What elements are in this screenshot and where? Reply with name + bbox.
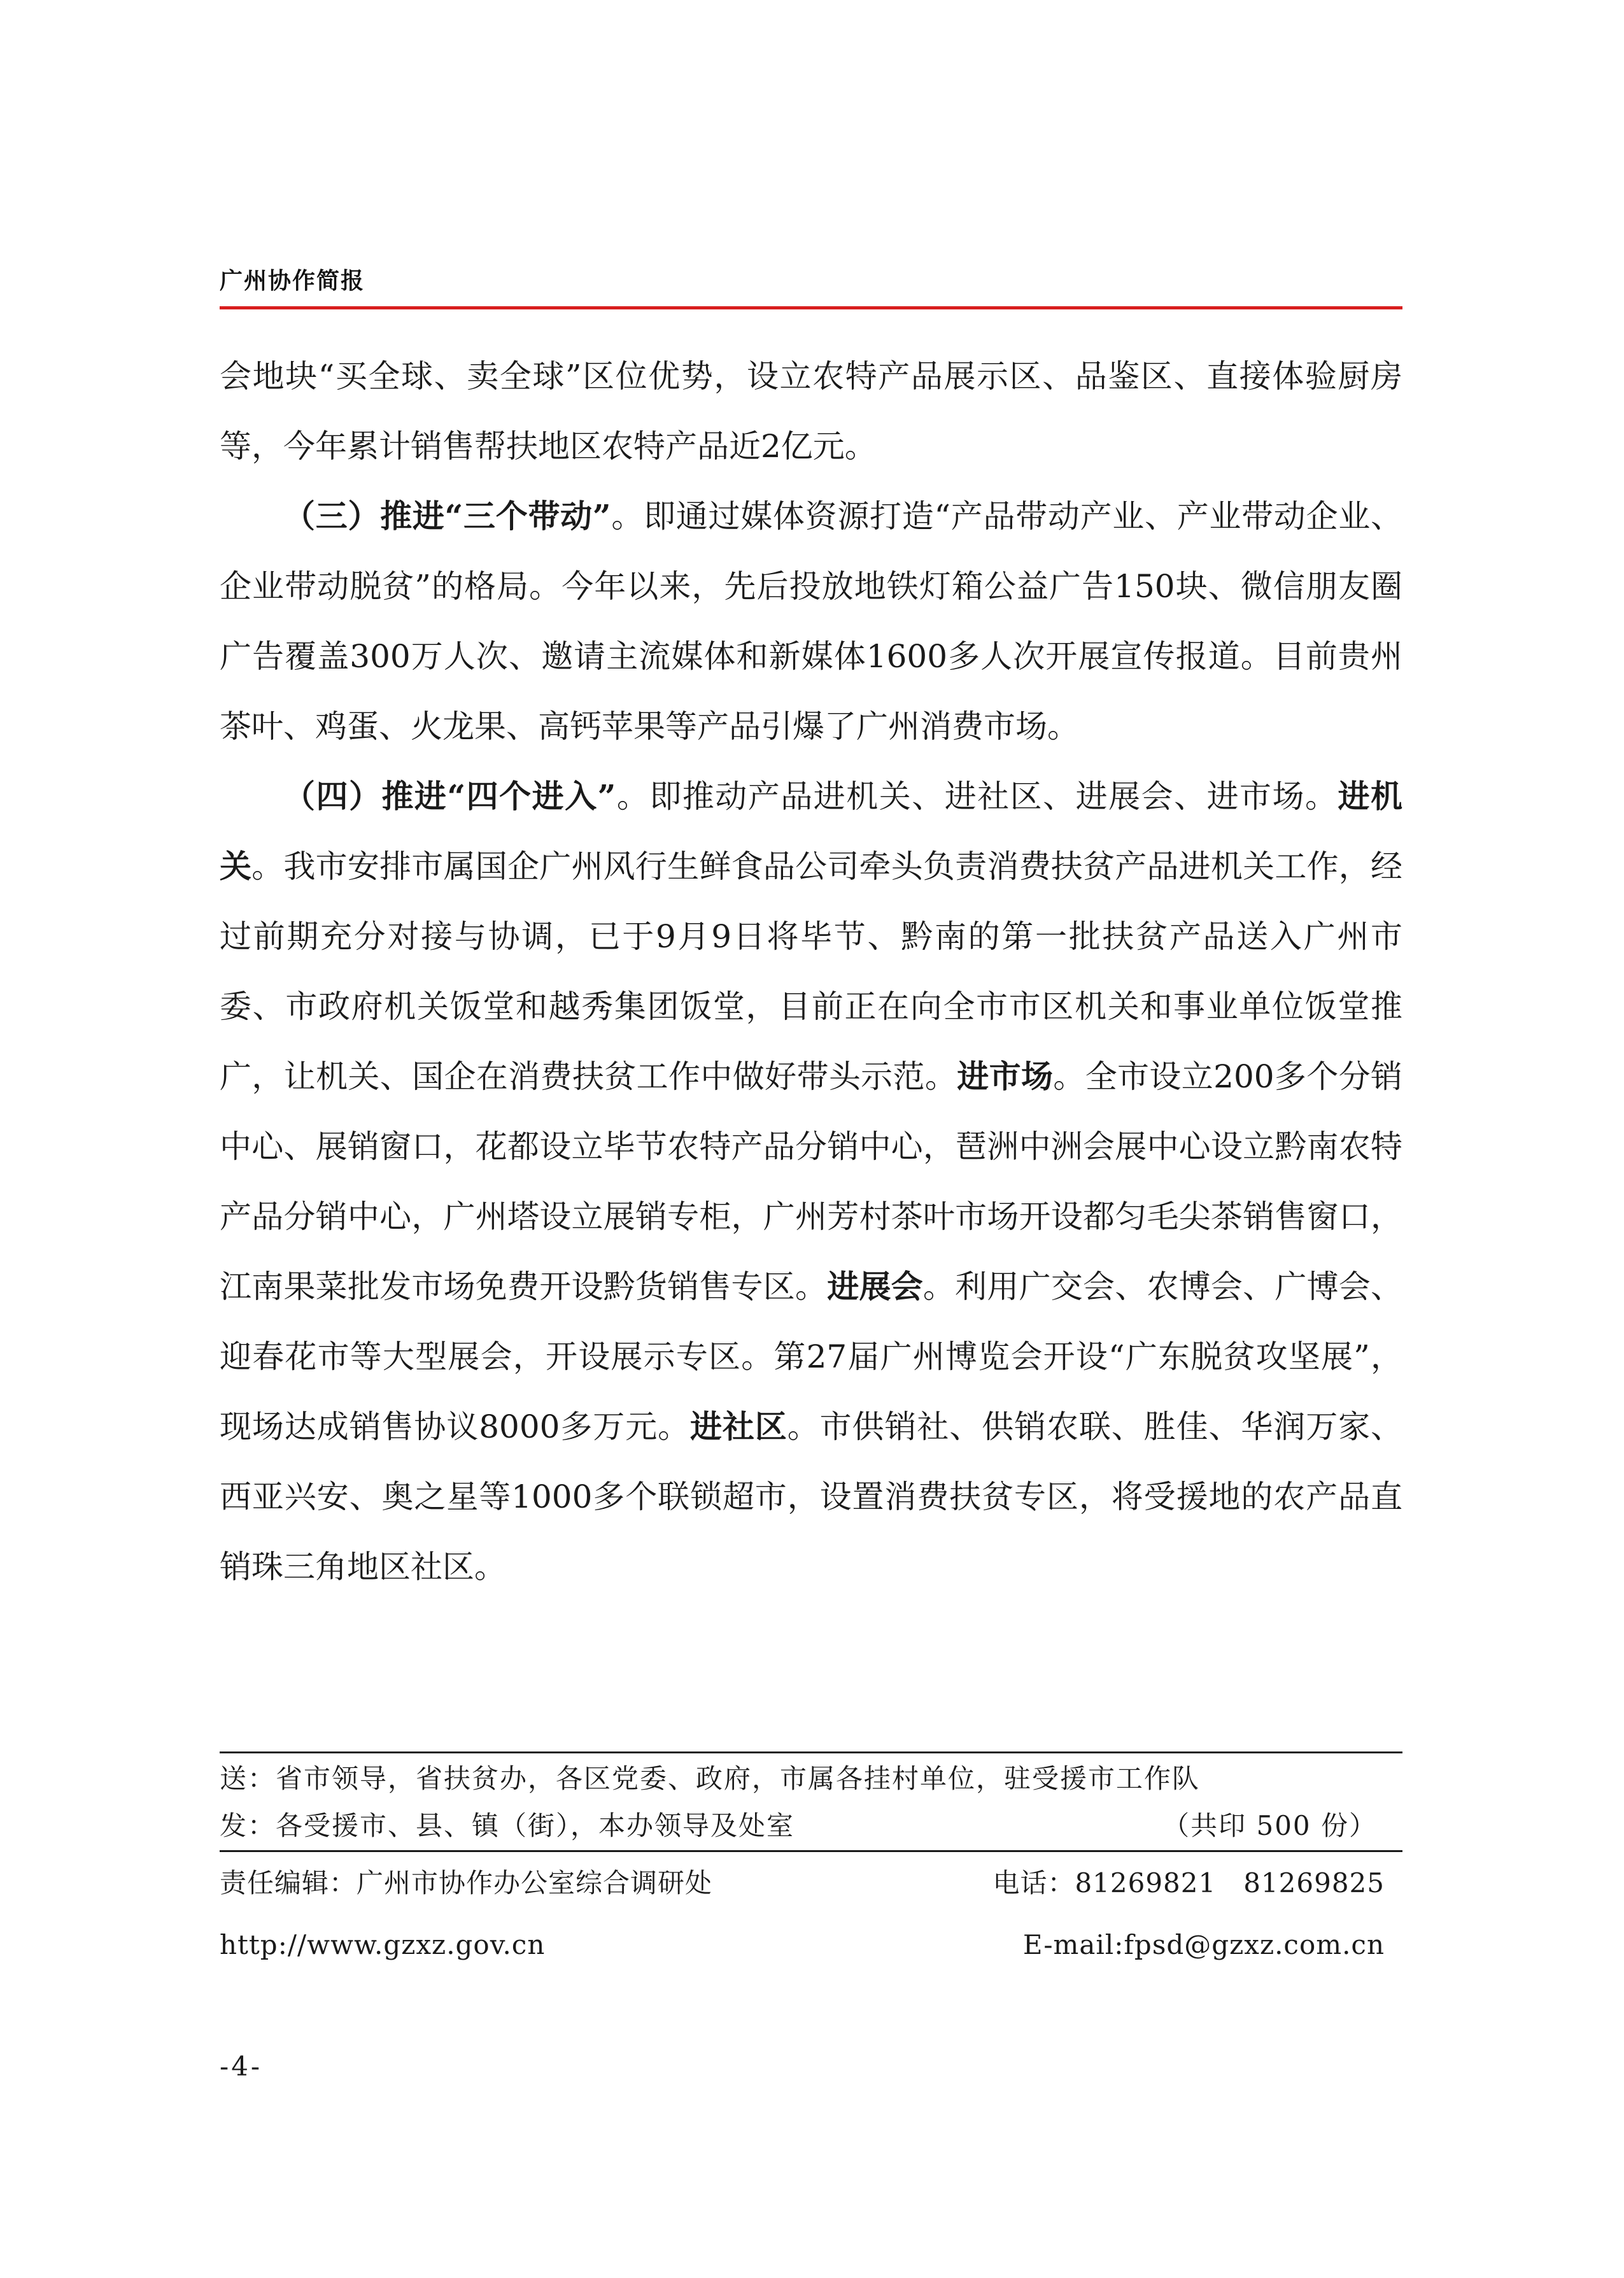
paragraph-text: 。即推动产品进机关、进社区、进展会、进市场。 — [616, 778, 1338, 815]
paragraph-four-entries — [220, 761, 1402, 1602]
send-to-line: 送：省市领导，省扶贫办，各区党委、政府，市属各挂村单位，驻受援市工作队 — [220, 1763, 1201, 1794]
paragraph-text: 。即通过媒体资源打造“产品带动产业、产业带动企业、企业带动脱贫”的格局。今年以来，先后投放地铁灯箱公益广告150块、微信朋友圈广告覆盖300万人次、邀请主流媒体和新媒体1600多人次开展宣传报道。目前贵州茶叶、鸡蛋、火龙果、高钙苹果等产品引爆了广州消费市场。 — [220, 498, 1402, 745]
section-heading-three: （三）推进“三个带动” — [283, 497, 611, 535]
contact-line — [220, 1926, 1385, 1964]
keyword-communities: 进社区 — [690, 1408, 787, 1445]
paragraph-text: 。利用广交会、农博会、广博会、迎春花市等大型展会，开设展示专区。第27届广州博览会开设“广东脱贫攻坚展”，现场达成销售协议8000多万元。 — [220, 1268, 1403, 1445]
newsletter-title: 广州协作简报 — [220, 268, 365, 294]
distribution-top-rule — [220, 1751, 1402, 1753]
paragraph-text: 。市供销社、供销农联、胜佳、华润万家、西亚兴安、奥之星等1000多个联锁超市，设置消费扶贫专区，将受援地的农产品直销珠三角地区社区。 — [220, 1408, 1403, 1585]
paragraph-continuation: 会地块“买全球、卖全球”区位优势，设立农特产品展示区、品鉴区、直接体验厨房等，今年累计销售帮扶地区农特产品近2亿元。 — [220, 358, 1402, 465]
paragraph-text: 。全市设立200多个分销中心、展销窗口，花都设立毕节农特产品分销中心，琶洲中洲会展中心设立黔南农特产品分销中心，广州塔设立展销专柜，广州芳村茶叶市场开设都匀毛尖茶销售窗口，江南果菜批发市场免费开设黔货销售专区。 — [220, 1058, 1403, 1305]
print-count: （共印 500 份） — [1162, 1810, 1377, 1841]
issue-to-line — [220, 1807, 1402, 1845]
website-link[interactable]: http://www.gzxz.gov.cn — [220, 1929, 546, 1960]
section-heading-four: （四）推进“四个进入” — [283, 777, 616, 815]
header-divider — [220, 306, 1402, 309]
responsible-editor: 责任编辑：广州市协作办公室综合调研处 — [220, 1867, 713, 1899]
article-body — [220, 341, 1402, 1602]
keyword-agencies: 进机关 — [220, 777, 1402, 885]
keyword-markets: 进市场 — [957, 1058, 1054, 1095]
editor-line — [220, 1864, 1385, 1902]
paragraph-text: 。我市安排市属国企广州风行生鲜食品公司牵头负责消费扶贫产品进机关工作，经过前期充分对接与协调，已于9月9日将毕节、黔南的第一批扶贫产品送入广州市委、市政府机关饭堂和越秀集团饭堂，目前正在向全市市区机关和事业单位饭堂推广，让机关、国企在消费扶贫工作中做好带头示范。 — [220, 848, 1403, 1095]
phone-numbers: 电话：81269821 81269825 — [992, 1867, 1385, 1899]
paragraph-three-drives — [220, 481, 1402, 761]
keyword-exhibitions: 进展会 — [827, 1268, 923, 1305]
distribution-bottom-rule — [220, 1850, 1402, 1852]
email-link[interactable]: E-mail:fpsd@gzxz.com.cn — [1022, 1929, 1385, 1960]
page-number: -4- — [220, 2051, 263, 2082]
issue-to-text: 发：各受援市、县、镇（街），本办领导及处室 — [220, 1810, 795, 1841]
